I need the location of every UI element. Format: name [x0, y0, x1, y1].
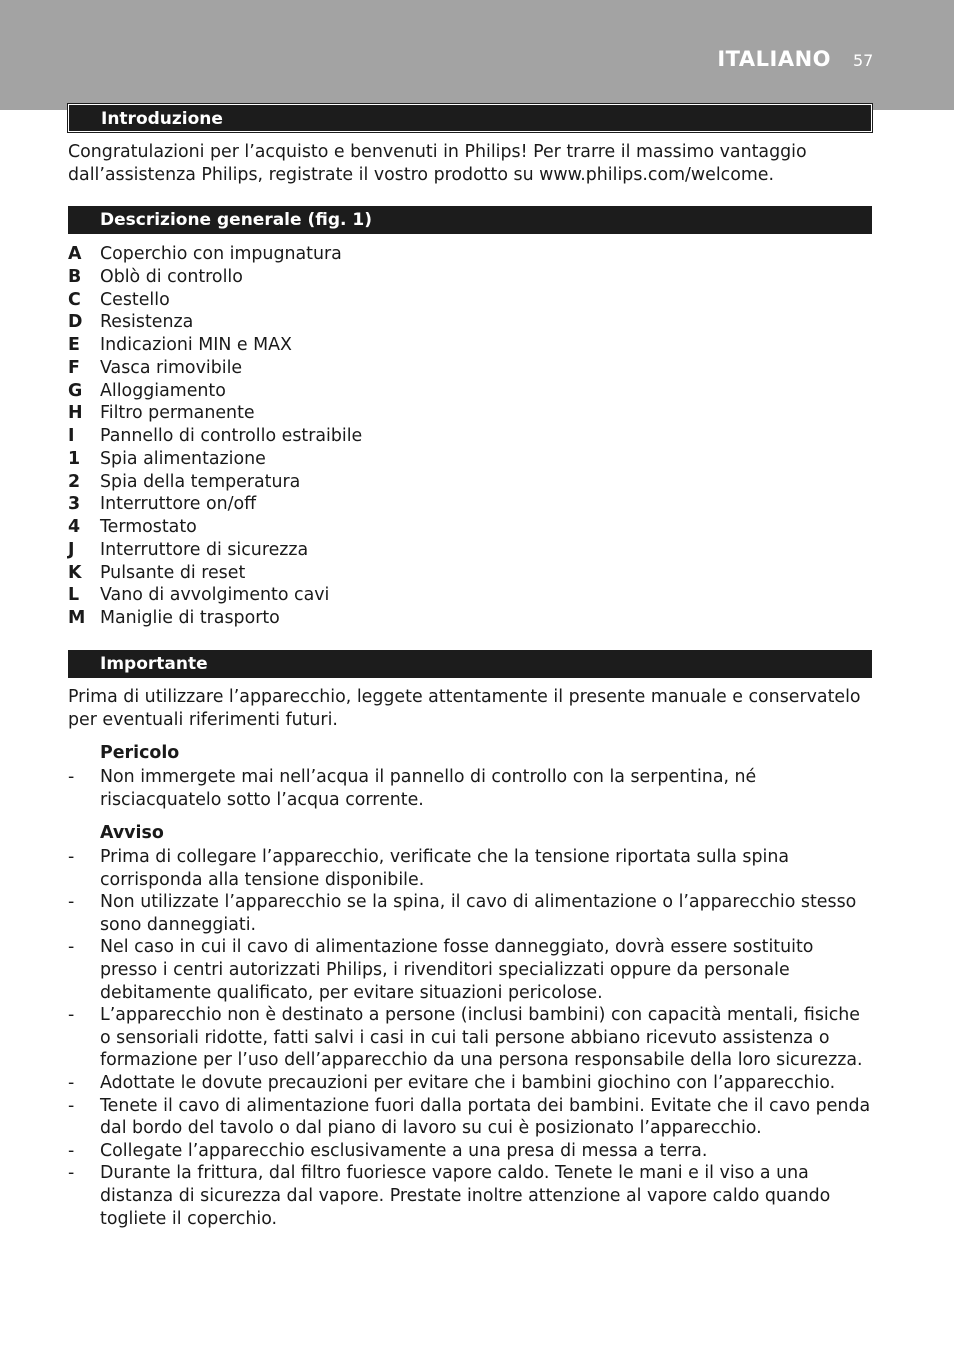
legend-item — [68, 516, 872, 539]
section-heading-intro: Introduzione — [68, 104, 872, 132]
legend-item — [68, 311, 872, 334]
bullet-text: Nel caso in cui il cavo di alimentazione fosse danneggiato, dovrà essere sostituito presso i centri autorizzati Philips, i rivenditori specializzati oppure da personale debitamente qualificato, per evitare situazioni pericolose. — [100, 937, 814, 1003]
bullet-text: L’apparecchio non è destinato a persone (inclusi bambini) con capacità mentali, fisiche o sensoriali ridotte, fatti salvi i casi in cui tali persone abbiano ricevuto assistenza o formazione per l’uso dell’apparecchio da una persona responsabile della loro sicurezza. — [100, 1005, 863, 1071]
section-heading-description: Descrizione generale (fig. 1) — [68, 206, 872, 234]
legend-item — [68, 380, 872, 403]
bullet-dash: - — [68, 1072, 75, 1093]
legend-label: Resistenza — [100, 312, 194, 333]
legend-key: B — [68, 266, 82, 287]
legend-item — [68, 471, 872, 494]
bullet-dash: - — [68, 1163, 75, 1184]
legend-label: Coperchio con impugnatura — [100, 244, 342, 264]
legend-key: H — [68, 403, 83, 424]
bullet-item — [68, 846, 872, 891]
bullet-dash: - — [68, 892, 75, 913]
bullet-text: Collegate l’apparecchio esclusivamente a una presa di messa a terra. — [100, 1140, 708, 1161]
legend-key: K — [68, 562, 82, 583]
bullet-dash: - — [68, 937, 75, 958]
legend-item — [68, 493, 872, 516]
legend-label: Interruttore di sicurezza — [100, 539, 309, 560]
legend-key: A — [68, 244, 82, 264]
legend-key: 4 — [68, 517, 81, 537]
bullet-text: Adottate le dovute precauzioni per evitare che i bambini giochino con l’apparecchio. — [100, 1072, 836, 1093]
legend-item — [68, 357, 872, 380]
legend-key: 1 — [68, 448, 81, 469]
legend-item — [68, 243, 872, 266]
legend-item — [68, 425, 872, 448]
parts-legend — [68, 243, 872, 630]
legend-key: J — [68, 539, 75, 560]
legend-label: Interruttore on/off — [100, 494, 257, 515]
legend-key: L — [68, 585, 80, 606]
legend-key: 3 — [68, 494, 81, 515]
bullet-item — [68, 1095, 872, 1140]
bullet-text: Tenete il cavo di alimentazione fuori dalla portata dei bambini. Evitate che il cavo penda dal bordo del tavolo o dal piano di lavoro su cui è posizionato l’apparecchio. — [100, 1095, 871, 1139]
bullet-dash: - — [68, 767, 75, 787]
section-heading-important: Importante — [68, 650, 872, 678]
legend-item — [68, 334, 872, 357]
legend-key: C — [68, 289, 81, 310]
legend-key: E — [68, 335, 80, 355]
legend-label: Filtro permanente — [100, 403, 255, 424]
warning-list — [68, 846, 872, 1230]
bullet-item — [68, 1140, 872, 1163]
legend-label: Pulsante di reset — [100, 562, 246, 583]
legend-label: Termostato — [100, 517, 197, 537]
bullet-item — [68, 1004, 872, 1072]
important-intro: Prima di utilizzare l’apparecchio, leggete attentamente il presente manuale e conservatelo per eventuali riferimenti futuri. — [68, 687, 861, 730]
legend-key: G — [68, 380, 83, 401]
legend-label: Alloggiamento — [100, 380, 226, 401]
bullet-text: Durante la frittura, dal filtro fuoriesce vapore caldo. Tenete le mani e il viso a una distanza di sicurezza dal vapore. Prestate inoltre attenzione al vapore caldo quando togliete il coperchio. — [100, 1163, 831, 1229]
intro-paragraph: Congratulazioni per l’acquisto e benvenuti in Philips! Per trarre il massimo vantaggio dall’assistenza Philips, registrate il vostro prodotto su www.philips.com/welcome. — [68, 142, 807, 185]
bullet-text: Non immergete mai nell’acqua il pannello di controllo con la serpentina, né risciacquatelo sotto l’acqua corrente. — [100, 767, 757, 810]
bullet-item — [68, 1162, 872, 1230]
bullet-dash: - — [68, 1095, 75, 1116]
page-number: 57 — [853, 51, 874, 70]
legend-item — [68, 289, 872, 312]
legend-key: I — [68, 426, 75, 446]
legend-item — [68, 539, 872, 562]
bullet-item — [68, 1072, 872, 1095]
legend-key: 2 — [68, 471, 81, 492]
legend-item — [68, 562, 872, 585]
legend-label: Spia della temperatura — [100, 471, 301, 492]
legend-key: F — [68, 357, 80, 378]
bullet-item — [68, 936, 872, 1004]
legend-item — [68, 607, 872, 630]
legend-label: Vasca rimovibile — [100, 357, 243, 378]
danger-heading: Pericolo — [100, 743, 180, 763]
legend-label: Oblò di controllo — [100, 266, 243, 287]
legend-item — [68, 448, 872, 471]
language-label: ITALIANO — [717, 47, 831, 71]
bullet-dash: - — [68, 1140, 75, 1161]
header-band — [0, 0, 954, 110]
legend-label: Indicazioni MIN e MAX — [100, 335, 292, 355]
bullet-dash: - — [68, 1005, 75, 1026]
bullet-item — [68, 766, 872, 811]
legend-label: Vano di avvolgimento cavi — [100, 585, 330, 606]
legend-item — [68, 402, 872, 425]
bullet-text: Non utilizzate l’apparecchio se la spina, il cavo di alimentazione o l’apparecchio stesso sono danneggiati. — [100, 892, 857, 935]
legend-key: D — [68, 312, 83, 333]
bullet-dash: - — [68, 847, 75, 867]
legend-label: Maniglie di trasporto — [100, 608, 280, 628]
legend-key: M — [68, 608, 86, 628]
bullet-text: Prima di collegare l’apparecchio, verificate che la tensione riportata sulla spina corrisponda alla tensione disponibile. — [100, 847, 790, 890]
legend-item — [68, 266, 872, 289]
legend-label: Cestello — [100, 289, 170, 310]
legend-label: Spia alimentazione — [100, 448, 266, 469]
bullet-item — [68, 891, 872, 936]
warning-heading: Avviso — [100, 823, 164, 843]
legend-label: Pannello di controllo estraibile — [100, 426, 363, 446]
legend-item — [68, 584, 872, 607]
danger-list — [68, 766, 872, 811]
